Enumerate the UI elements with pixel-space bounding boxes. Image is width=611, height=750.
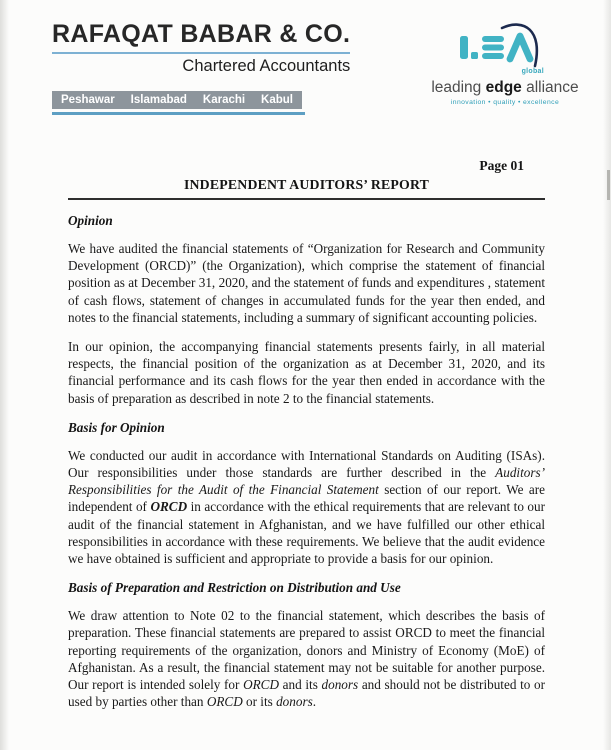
text-segment: We draw attention to Note 02 to the financial statement, which describes the basis of preparation. These financial statements are prepared to assist ORCD to meet the financial reporting requirements of the organization, donors and Ministry of Economy (MoE) of Afghanistan. As a result, the financial statement may not be suitable for another purpose. Our report is intended solely for	[68, 608, 545, 693]
lea-wordmark	[423, 79, 587, 97]
lea-wordmark-pre: leading	[431, 79, 486, 96]
lea-logo-icon	[442, 18, 568, 78]
letterhead	[52, 20, 350, 115]
section-heading-basis-for-opinion: Basis for Opinion	[68, 419, 165, 435]
lea-global-label: global	[521, 68, 544, 75]
firm-subtitle: Chartered Accountants	[182, 57, 351, 75]
text-segment-italic: donors	[276, 694, 313, 710]
city-kabul: Kabul	[261, 94, 293, 106]
scan-artifact	[607, 170, 610, 200]
text-segment: .	[312, 694, 316, 710]
text-segment: We have audited the financial statements of “Organization for Research and Community Development (ORCD)” (the Organization), which comprise the statement of financial position as at December 31, 2020, and the statement of funds and expenditures , statement of cash flows, statement of changes in accumulated funds for the year then ended, and notes to the financial statements, including a summary of significant accounting policies.	[68, 241, 545, 325]
lea-tagline: innovation • quality • excellence	[450, 99, 560, 106]
section-opinion	[68, 213, 545, 407]
paragraph-opinion-statement	[68, 338, 545, 407]
city-islamabad: Islamabad	[130, 94, 187, 106]
section-basis-for-opinion	[68, 420, 545, 567]
lea-logo	[423, 18, 587, 106]
office-cities-bar	[52, 91, 302, 109]
scan-edge-left	[0, 0, 9, 750]
section-heading-opinion: Opinion	[68, 213, 113, 228]
scan-edge-right	[603, 0, 611, 750]
city-bar-underline	[52, 112, 305, 115]
text-segment: in accordance with the ethical requirements that are relevant to our audit of the financial statement in Afghanistan, and we have fulfilled our other ethical responsibilities in accordance with these requirements. We believe that the audit evidence we have obtained is sufficient and appropriate to provide a basis for our opinion.	[68, 499, 545, 567]
section-heading-basis-of-preparation: Basis of Preparation and Restriction on Distribution and Use	[68, 580, 401, 596]
lea-logomark	[442, 18, 568, 78]
text-segment: section of our report. We are independent of	[68, 482, 545, 515]
report-body	[68, 158, 545, 722]
text-segment-italic: ORCD	[206, 694, 243, 710]
city-karachi: Karachi	[202, 94, 246, 106]
text-segment: or its	[242, 694, 277, 710]
city-peshawar: Peshawar	[61, 94, 115, 106]
text-segment: We conducted our audit in accordance with International Standards on Auditing (ISAs). Our responsibilities under those standards are further described in the	[68, 447, 545, 481]
text-segment-italic: donors	[321, 677, 359, 693]
paragraph-audit-scope	[68, 240, 545, 326]
text-segment-italic: ORCD	[243, 677, 279, 693]
page-number: Page 01	[479, 158, 524, 173]
text-segment: and its	[279, 677, 322, 693]
text-segment: and should not be distributed to or used by parties other than	[68, 677, 545, 710]
section-basis-of-preparation	[68, 580, 545, 710]
text-segment-bold-italic: ORCD	[150, 499, 188, 515]
text-segment: In our opinion, the accompanying financial statements presents fairly, in all material respects, the financial position of the organization as at December 31, 2020, and its financial performance and its cash flows for the year then ended in accordance with the basis of preparation as described in note 2 to the financial statements.	[68, 339, 545, 406]
report-title: INDEPENDENT AUDITORS’ REPORT	[68, 177, 545, 200]
text-segment-italic: Auditors’ Responsibilities for the Audit of the Financial Statement	[68, 465, 545, 498]
lea-wordmark-edge: edge	[485, 79, 522, 96]
paragraph-basis-for-opinion	[68, 447, 545, 567]
paragraph-basis-of-preparation	[68, 607, 545, 710]
lea-wordmark-post: alliance	[521, 79, 579, 96]
firm-name: RAFAQAT BABAR & CO.	[52, 20, 350, 54]
